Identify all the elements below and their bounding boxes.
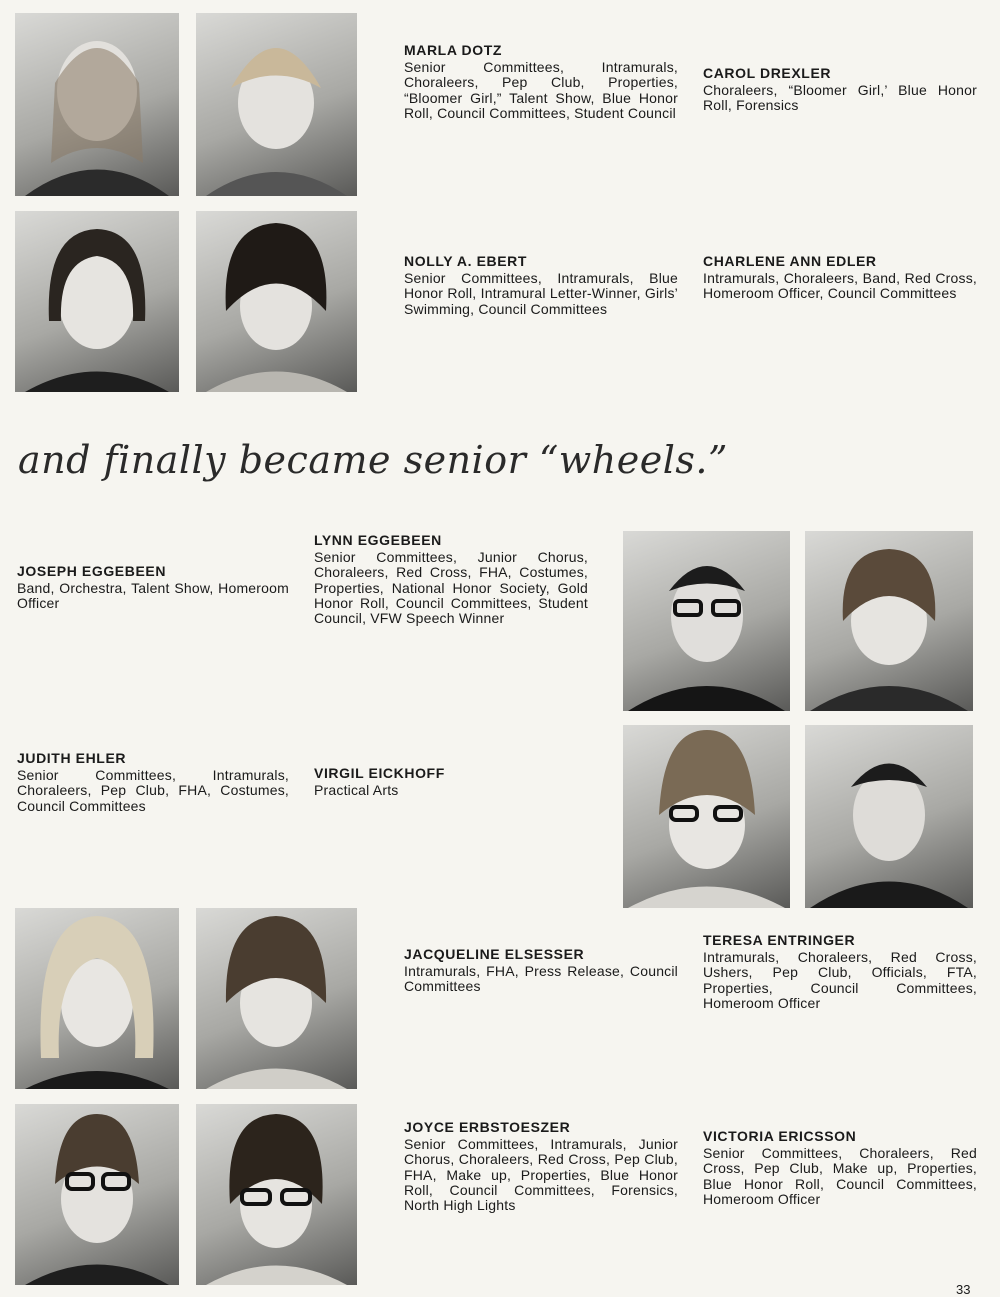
entry-marla-dotz (404, 41, 678, 121)
student-name: JOSEPH EGGEBEEN (17, 563, 167, 579)
student-activities: Senior Committees, Intramurals, Junior Chorus, Choraleers, Red Cross, Pep Club, FHA, Make up, Properties, Blue Honor Roll, Council Committees, Forensics, North High Lights (404, 1136, 678, 1214)
student-name: VIRGIL EICKHOFF (314, 765, 445, 781)
portrait-photo-victoria-ericsson (196, 1104, 357, 1285)
student-activities: Choraleers, “Bloomer Girl,’ Blue Honor Roll, Forensics (703, 82, 977, 114)
student-activities: Practical Arts (314, 782, 399, 798)
entry-judith-ehler (17, 749, 289, 814)
portrait-photo-jacqueline-elsesser (15, 908, 179, 1089)
portrait-photo-carol-drexler (196, 13, 357, 196)
student-name: JACQUELINE ELSESSER (404, 946, 585, 962)
student-name: VICTORIA ERICSSON (703, 1128, 857, 1144)
portrait-photo-nolly-ebert (15, 211, 179, 392)
entry-charlene-ann-edler (703, 252, 977, 302)
page-number: 33 (956, 1282, 971, 1297)
entry-nolly-ebert (404, 252, 678, 317)
entry-joseph-eggebeen (17, 562, 289, 612)
entry-carol-drexler (703, 64, 977, 114)
student-name: LYNN EGGEBEEN (314, 532, 442, 548)
student-activities: Band, Orchestra, Talent Show, Homeroom Officer (17, 580, 289, 612)
student-activities: Senior Committees, Junior Chorus, Choraleers, Red Cross, FHA, Costumes, Properties, National Honor Society, Gold Honor Roll, Council Committees, Student Council, VFW Speech Winner (314, 549, 588, 627)
entry-teresa-entringer (703, 931, 977, 1011)
student-name: CAROL DREXLER (703, 65, 832, 81)
portrait-photo-charlene-ann-edler (196, 211, 357, 392)
entry-victoria-ericsson (703, 1127, 977, 1207)
student-activities: Senior Committees, Intramurals, Blue Honor Roll, Intramural Letter-Winner, Girls’ Swimming, Council Committees (404, 270, 678, 317)
student-name: JUDITH EHLER (17, 750, 127, 766)
student-activities: Senior Committees, Intramurals, Choraleers, Pep Club, Properties, “Bloomer Girl,” Talent Show, Blue Honor Roll, Council Committees, Student Council (404, 59, 678, 121)
student-name: NOLLY A. EBERT (404, 253, 528, 269)
student-activities: Intramurals, Choraleers, Red Cross, Ushers, Pep Club, Officials, FTA, Properties, Council Committees, Homeroom Officer (703, 949, 977, 1011)
student-name: JOYCE ERBSTOESZER (404, 1119, 571, 1135)
portrait-photo-virgil-eickhoff (805, 725, 973, 908)
portrait-photo-judith-ehler (623, 725, 790, 908)
portrait-photo-teresa-entringer (196, 908, 357, 1089)
portrait-photo-joyce-erbstoeszer (15, 1104, 179, 1285)
student-activities: Senior Committees, Intramurals, Choraleers, Pep Club, FHA, Costumes, Council Committees (17, 767, 289, 814)
student-activities: Senior Committees, Choraleers, Red Cross, Pep Club, Make up, Properties, Blue Honor Roll, Council Committees, Homeroom Officer (703, 1145, 977, 1207)
student-name: MARLA DOTZ (404, 42, 503, 58)
student-name: CHARLENE ANN EDLER (703, 253, 877, 269)
entry-lynn-eggebeen (314, 531, 588, 626)
portrait-photo-joseph-eggebeen (623, 531, 790, 711)
student-activities: Intramurals, FHA, Press Release, Council Committees (404, 963, 678, 995)
entry-joyce-erbstoeszer (404, 1118, 678, 1213)
portrait-photo-lynn-eggebeen (805, 531, 973, 711)
student-name: TERESA ENTRINGER (703, 932, 856, 948)
student-activities: Intramurals, Choraleers, Band, Red Cross, Homeroom Officer, Council Committees (703, 270, 977, 302)
portrait-photo-marla-dotz (15, 13, 179, 196)
entry-virgil-eickhoff (314, 764, 588, 798)
entry-jacqueline-elsesser (404, 945, 678, 995)
section-heading: and finally became senior “wheels.” (18, 438, 728, 482)
